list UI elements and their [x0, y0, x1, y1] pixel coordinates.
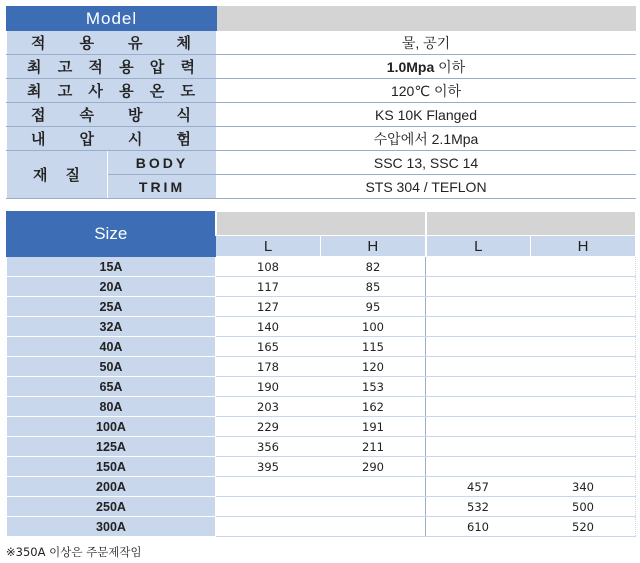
dim-cell-h2: 340 [531, 477, 636, 497]
body-value: SSC 13, SSC 14 [217, 151, 636, 175]
spec-label [7, 31, 217, 55]
dim-cell-h1: 82 [321, 257, 426, 277]
dim-cell-l2 [426, 257, 531, 277]
spec-value: 물, 공기 [217, 31, 636, 55]
dim-cell-l1: 395 [216, 457, 321, 477]
size-cell: 40A [7, 337, 216, 357]
dim-cell-h1: 95 [321, 297, 426, 317]
size-cell: 300A [7, 517, 216, 537]
size-cell: 100A [7, 417, 216, 437]
dim-cell-h2 [531, 397, 636, 417]
model-header: Model [7, 7, 217, 31]
dim-cell-l2 [426, 297, 531, 317]
spec-label-char: 고 [57, 59, 74, 76]
table-row [7, 377, 636, 397]
spec-label-char: 적 [88, 59, 104, 76]
group-1-header [216, 212, 426, 236]
spec-label-char: 속 [79, 107, 95, 124]
size-cell: 125A [7, 437, 216, 457]
size-cell: 20A [7, 277, 216, 297]
dim-cell-l1 [216, 497, 321, 517]
size-cell: 32A [7, 317, 216, 337]
dim-cell-h1: 162 [321, 397, 426, 417]
dim-cell-h2 [531, 277, 636, 297]
dim-cell-h2 [531, 337, 636, 357]
trim-label: TRIM [108, 175, 217, 199]
spec-value-rest: 이하 [434, 58, 466, 75]
spec-label [7, 127, 217, 151]
table-row [7, 457, 636, 477]
dim-cell-h2: 500 [531, 497, 636, 517]
spec-label-char: 방 [128, 107, 144, 124]
dim-cell-l1: 178 [216, 357, 321, 377]
col-h-1: H [321, 236, 426, 257]
dim-cell-l2 [426, 357, 531, 377]
size-cell: 65A [7, 377, 216, 397]
dim-cell-l2 [426, 397, 531, 417]
spec-label-char: 식 [176, 107, 192, 124]
dim-cell-l1: 203 [216, 397, 321, 417]
spec-label-char: 내 [31, 131, 47, 148]
dim-cell-l2 [426, 457, 531, 477]
dim-cell-h1: 85 [321, 277, 426, 297]
spec-label [7, 79, 217, 103]
dim-cell-l1 [216, 477, 321, 497]
spec-value: 120℃ 이하 [217, 79, 636, 103]
dim-cell-l2: 532 [426, 497, 531, 517]
dim-cell-h2 [531, 297, 636, 317]
spec-label-char: 용 [119, 83, 135, 100]
spec-label [7, 55, 217, 79]
footnote: ※350A 이상은 주문제작임 [6, 545, 142, 559]
col-h-2: H [531, 236, 636, 257]
table-row [7, 357, 636, 377]
dim-cell-h1 [321, 517, 426, 537]
spec-value: KS 10K Flanged [217, 103, 636, 127]
spec-value [217, 55, 636, 79]
dim-cell-l2 [426, 277, 531, 297]
body-label: BODY [108, 151, 217, 175]
dim-cell-h2: 520 [531, 517, 636, 537]
dim-cell-h1 [321, 497, 426, 517]
dim-cell-l1: 229 [216, 417, 321, 437]
spec-value: 수압에서 2.1Mpa [217, 127, 636, 151]
dim-cell-l2: 457 [426, 477, 531, 497]
col-l-2: L [426, 236, 531, 257]
dim-cell-l1: 117 [216, 277, 321, 297]
dim-cell-l1 [216, 517, 321, 537]
spec-label [7, 103, 217, 127]
spec-label-char: 도 [180, 83, 196, 100]
dim-cell-h1: 153 [321, 377, 426, 397]
spec-label-char: 용 [79, 35, 95, 52]
dim-cell-l1: 165 [216, 337, 321, 357]
size-cell: 15A [7, 257, 216, 277]
table-row [7, 517, 636, 537]
spec-label-char: 압 [79, 131, 95, 148]
spec-label-char: 온 [149, 83, 166, 100]
spec-label-char: 체 [176, 35, 192, 52]
dim-cell-l1: 190 [216, 377, 321, 397]
material-label-char: 질 [65, 167, 81, 184]
material-label-char: 재 [33, 167, 49, 184]
spec-label-char: 고 [57, 83, 74, 100]
dim-cell-h1: 290 [321, 457, 426, 477]
dim-cell-h1: 100 [321, 317, 426, 337]
dim-cell-l2 [426, 437, 531, 457]
dim-cell-h2 [531, 357, 636, 377]
dim-cell-h2 [531, 457, 636, 477]
size-cell: 250A [7, 497, 216, 517]
trim-value: STS 304 / TEFLON [217, 175, 636, 199]
material-label [7, 151, 108, 199]
table-row [7, 497, 636, 517]
table-row [7, 397, 636, 417]
dim-cell-l2 [426, 337, 531, 357]
dim-cell-l1: 140 [216, 317, 321, 337]
dim-cell-h2 [531, 377, 636, 397]
dim-cell-l2 [426, 377, 531, 397]
size-cell: 25A [7, 297, 216, 317]
spec-label-char: 험 [176, 131, 192, 148]
table-row [7, 337, 636, 357]
dim-cell-l1: 356 [216, 437, 321, 457]
dim-cell-h1: 115 [321, 337, 426, 357]
group-2-header [426, 212, 636, 236]
spec-table [6, 6, 636, 199]
dim-cell-h2 [531, 257, 636, 277]
spec-label-char: 사 [88, 83, 104, 100]
spec-label-char: 최 [27, 59, 43, 76]
spec-label-char: 최 [27, 83, 43, 100]
dim-cell-l2: 610 [426, 517, 531, 537]
table-row [7, 277, 636, 297]
dim-cell-l2 [426, 417, 531, 437]
dim-cell-h1: 120 [321, 357, 426, 377]
spec-label-char: 접 [31, 107, 47, 124]
spec-label-char: 적 [31, 35, 47, 52]
spec-value-strong: 1.0Mpa [386, 58, 435, 75]
size-cell: 80A [7, 397, 216, 417]
table-row [7, 417, 636, 437]
table-row [7, 317, 636, 337]
dim-cell-h1 [321, 477, 426, 497]
col-l-1: L [216, 236, 321, 257]
dim-cell-h1: 211 [321, 437, 426, 457]
dim-cell-l1: 127 [216, 297, 321, 317]
spec-label-char: 압 [149, 59, 166, 76]
size-cell: 200A [7, 477, 216, 497]
dim-cell-h1: 191 [321, 417, 426, 437]
table-row [7, 297, 636, 317]
table-row [7, 477, 636, 497]
spec-label-char: 력 [180, 59, 196, 76]
size-cell: 150A [7, 457, 216, 477]
size-table [6, 211, 636, 537]
dim-cell-h2 [531, 437, 636, 457]
spec-label-char: 용 [119, 59, 135, 76]
dim-cell-h2 [531, 317, 636, 337]
model-value-header [217, 7, 636, 31]
size-cell: 50A [7, 357, 216, 377]
spec-label-char: 시 [128, 131, 144, 148]
size-header: Size [7, 212, 216, 257]
table-row [7, 257, 636, 277]
table-row [7, 437, 636, 457]
dim-cell-h2 [531, 417, 636, 437]
dim-cell-l2 [426, 317, 531, 337]
spec-label-char: 유 [128, 35, 144, 52]
dim-cell-l1: 108 [216, 257, 321, 277]
